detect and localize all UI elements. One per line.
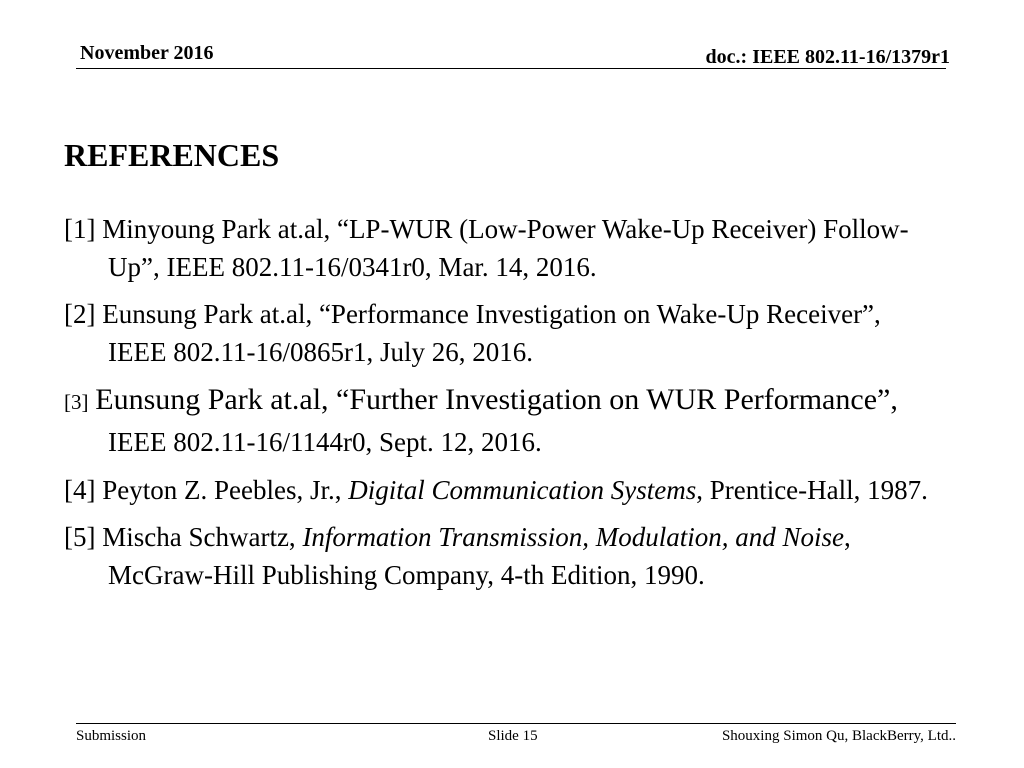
reference-number: [4] xyxy=(64,475,96,505)
reference-item-4 xyxy=(64,471,944,509)
reference-publisher: , Prentice-Hall, 1987. xyxy=(696,475,928,505)
footer-author: Shouxing Simon Qu, BlackBerry, Ltd.. xyxy=(721,728,956,744)
footer-divider xyxy=(76,723,956,724)
reference-text: Minyoung Park at.al, “LP-WUR (Low-Power Wake-Up Receiver) Follow-Up”, IEEE 802.11-16/0341r0, Mar. 14, 2016. xyxy=(102,214,909,282)
reference-list xyxy=(64,210,944,603)
reference-number: [2] xyxy=(64,299,96,329)
header-doc-id: doc.: IEEE 802.11-16/1379r1 xyxy=(705,46,950,68)
reference-publisher: , McGraw-Hill Publishing Company, 4-th Edition, 1990. xyxy=(108,522,851,590)
reference-item-3 xyxy=(64,380,944,462)
reference-work-title: Information Transmission, Modulation, and Noise xyxy=(302,522,844,552)
reference-number: [1] xyxy=(64,214,96,244)
reference-work-title: Digital Communication Systems xyxy=(348,475,697,505)
header-date: November 2016 xyxy=(80,42,214,64)
reference-item-2 xyxy=(64,295,944,371)
footer-slide-number: Slide 15 xyxy=(488,728,538,744)
slide-title: REFERENCES xyxy=(64,137,280,173)
reference-number: [5] xyxy=(64,522,96,552)
reference-author: Peyton Z. Peebles, Jr., xyxy=(102,475,342,505)
footer-submission: Submission xyxy=(76,728,147,744)
reference-text: Eunsung Park at.al, “Further Investigation on WUR Performance”, xyxy=(95,383,898,416)
reference-number: [3] xyxy=(64,390,89,414)
header-divider xyxy=(76,68,946,69)
reference-text-continued: IEEE 802.11-16/1144r0, Sept. 12, 2016. xyxy=(108,427,542,457)
reference-author: Mischa Schwartz, xyxy=(102,522,296,552)
reference-item-1 xyxy=(64,210,944,286)
reference-item-5 xyxy=(64,518,944,594)
reference-text: Eunsung Park at.al, “Performance Investigation on Wake-Up Receiver”, IEEE 802.11-16/0865r1, July 26, 2016. xyxy=(102,299,881,367)
